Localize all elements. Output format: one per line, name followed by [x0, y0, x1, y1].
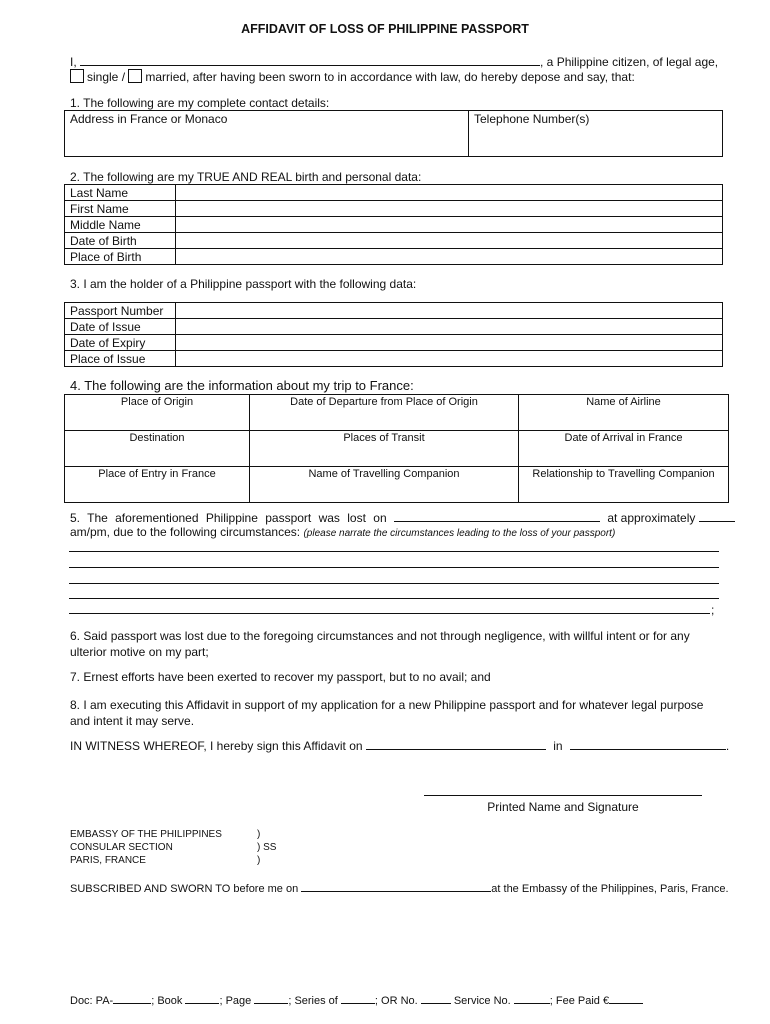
section-7: 7. Ernest efforts have been exerted to recover my passport, but to no avail; and — [70, 670, 491, 684]
field-label: Passport Number — [65, 303, 176, 319]
contact-details-table — [64, 110, 723, 157]
field-label: Place of Issue — [65, 351, 176, 367]
single-label: single / — [87, 70, 126, 84]
sign-date-field[interactable] — [366, 738, 546, 750]
footer-book: ; Book — [151, 995, 183, 1007]
footer-doc: Doc: PA- — [70, 995, 114, 1007]
married-checkbox[interactable] — [128, 69, 142, 83]
place-of-birth-input[interactable] — [176, 249, 723, 265]
last-name-input[interactable] — [176, 185, 723, 201]
trip-cell[interactable]: Destination — [65, 431, 250, 467]
married-label: married, after having been sworn to in accordance with law, do hereby depose and say, that: — [145, 70, 635, 84]
footer-series: ; Series of — [288, 995, 338, 1007]
field-label: First Name — [65, 201, 176, 217]
footer-or: ; OR No. — [374, 995, 418, 1007]
time-lost-field[interactable] — [699, 510, 735, 522]
field-label: Date of Issue — [65, 319, 176, 335]
section-5-line-2 — [70, 525, 615, 539]
place-of-issue-input[interactable] — [176, 351, 723, 367]
personal-data-table — [64, 184, 723, 265]
series-field[interactable] — [341, 993, 375, 1004]
service-number-field[interactable] — [514, 993, 550, 1004]
witness-text: IN WITNESS WHEREOF, I hereby sign this Affidavit on — [70, 739, 363, 753]
address-label: Address in France or Monaco — [70, 112, 228, 126]
section-4-heading: 4. The following are the information about my trip to France: — [70, 378, 414, 393]
intro-i: I, — [70, 55, 77, 69]
section-5-line-1 — [70, 510, 722, 525]
sign-place-field[interactable] — [570, 738, 726, 750]
circumstance-line-2[interactable] — [69, 567, 719, 568]
sworn-text: SUBSCRIBED AND SWORN TO before me on — [70, 883, 299, 895]
witness-end: . — [725, 739, 730, 753]
circumstance-line-5[interactable] — [69, 613, 710, 614]
embassy-line-1: EMBASSY OF THE PHILIPPINES — [70, 829, 222, 840]
section-3-heading: 3. I am the holder of a Philippine passport with the following data: — [70, 277, 417, 291]
middle-name-input[interactable] — [176, 217, 723, 233]
field-label: Last Name — [65, 185, 176, 201]
date-of-expiry-input[interactable] — [176, 335, 723, 351]
circumstance-line-1[interactable] — [69, 551, 719, 552]
footer-page: ; Page — [219, 995, 252, 1007]
circumstance-line-4[interactable] — [69, 598, 719, 599]
embassy-paren-3: ) — [257, 855, 261, 866]
civil-status-line — [70, 69, 635, 84]
embassy-line-2: CONSULAR SECTION — [70, 842, 173, 853]
section-1-heading: 1. The following are my complete contact details: — [70, 96, 330, 110]
trip-cell[interactable]: Places of Transit — [250, 431, 519, 467]
book-field[interactable] — [185, 993, 219, 1004]
document-title: AFFIDAVIT OF LOSS OF PHILIPPINE PASSPORT — [241, 22, 529, 36]
trip-cell[interactable]: Place of Entry in France — [65, 467, 250, 503]
trip-info-table — [64, 394, 729, 503]
passport-number-input[interactable] — [176, 303, 723, 319]
s5-semicolon: ; — [711, 603, 715, 617]
witness-in: in — [553, 739, 563, 753]
field-label: Place of Birth — [65, 249, 176, 265]
field-label: Date of Birth — [65, 233, 176, 249]
footer-service: Service No. — [453, 995, 511, 1007]
passport-data-table — [64, 302, 723, 367]
embassy-line-3: PARIS, FRANCE — [70, 855, 146, 866]
section-2-heading: 2. The following are my TRUE AND REAL birth and personal data: — [70, 170, 422, 184]
intro-citizen: , a Philippine citizen, of legal age, — [540, 55, 719, 69]
footer-line — [70, 993, 643, 1007]
witness-line — [70, 738, 729, 753]
s5-part2: at approximately — [607, 511, 696, 525]
phone-label: Telephone Number(s) — [474, 112, 590, 126]
fee-field[interactable] — [609, 993, 643, 1004]
signature-label: Printed Name and Signature — [487, 800, 639, 814]
embassy-ss: ) SS — [257, 842, 277, 853]
sworn-line — [70, 881, 729, 895]
sworn-end: at the Embassy of the Philippines, Paris, France. — [491, 883, 729, 895]
field-label: Middle Name — [65, 217, 176, 233]
date-lost-field[interactable] — [394, 510, 600, 522]
circumstance-line-3[interactable] — [69, 583, 719, 584]
embassy-paren-1: ) — [257, 829, 261, 840]
trip-cell[interactable]: Date of Arrival in France — [519, 431, 729, 467]
s5-part1: 5. The aforementioned Philippine passport was lost on — [70, 511, 387, 525]
field-label: Date of Expiry — [65, 335, 176, 351]
section-8: 8. I am executing this Affidavit in support of my application for a new Philippine passport and for whatever legal purpose and intent it may serve. — [70, 698, 704, 728]
date-of-birth-input[interactable] — [176, 233, 723, 249]
single-checkbox[interactable] — [70, 69, 84, 83]
page-field[interactable] — [254, 993, 288, 1004]
or-number-field[interactable] — [421, 993, 451, 1004]
sworn-date-field[interactable] — [301, 881, 491, 892]
trip-cell[interactable]: Name of Airline — [519, 395, 729, 431]
address-cell[interactable] — [65, 111, 469, 157]
trip-cell[interactable]: Place of Origin — [65, 395, 250, 431]
doc-number-field[interactable] — [113, 993, 151, 1004]
trip-cell[interactable]: Date of Departure from Place of Origin — [250, 395, 519, 431]
footer-fee: ; Fee Paid € — [549, 995, 610, 1007]
section-6: 6. Said passport was lost due to the foregoing circumstances and not through negligence, with willful intent or for any ulterior motive on my part; — [70, 629, 690, 659]
s5-note: (please narrate the circumstances leading to the loss of your passport) — [303, 528, 616, 539]
phone-cell[interactable] — [469, 111, 723, 157]
trip-cell[interactable]: Name of Travelling Companion — [250, 467, 519, 503]
intro-line — [70, 54, 722, 69]
s5-part3: am/pm, due to the following circumstances: — [70, 525, 301, 539]
trip-cell[interactable]: Relationship to Travelling Companion — [519, 467, 729, 503]
signature-line[interactable] — [424, 795, 702, 796]
date-of-issue-input[interactable] — [176, 319, 723, 335]
first-name-input[interactable] — [176, 201, 723, 217]
affiant-name-field[interactable] — [80, 54, 540, 66]
